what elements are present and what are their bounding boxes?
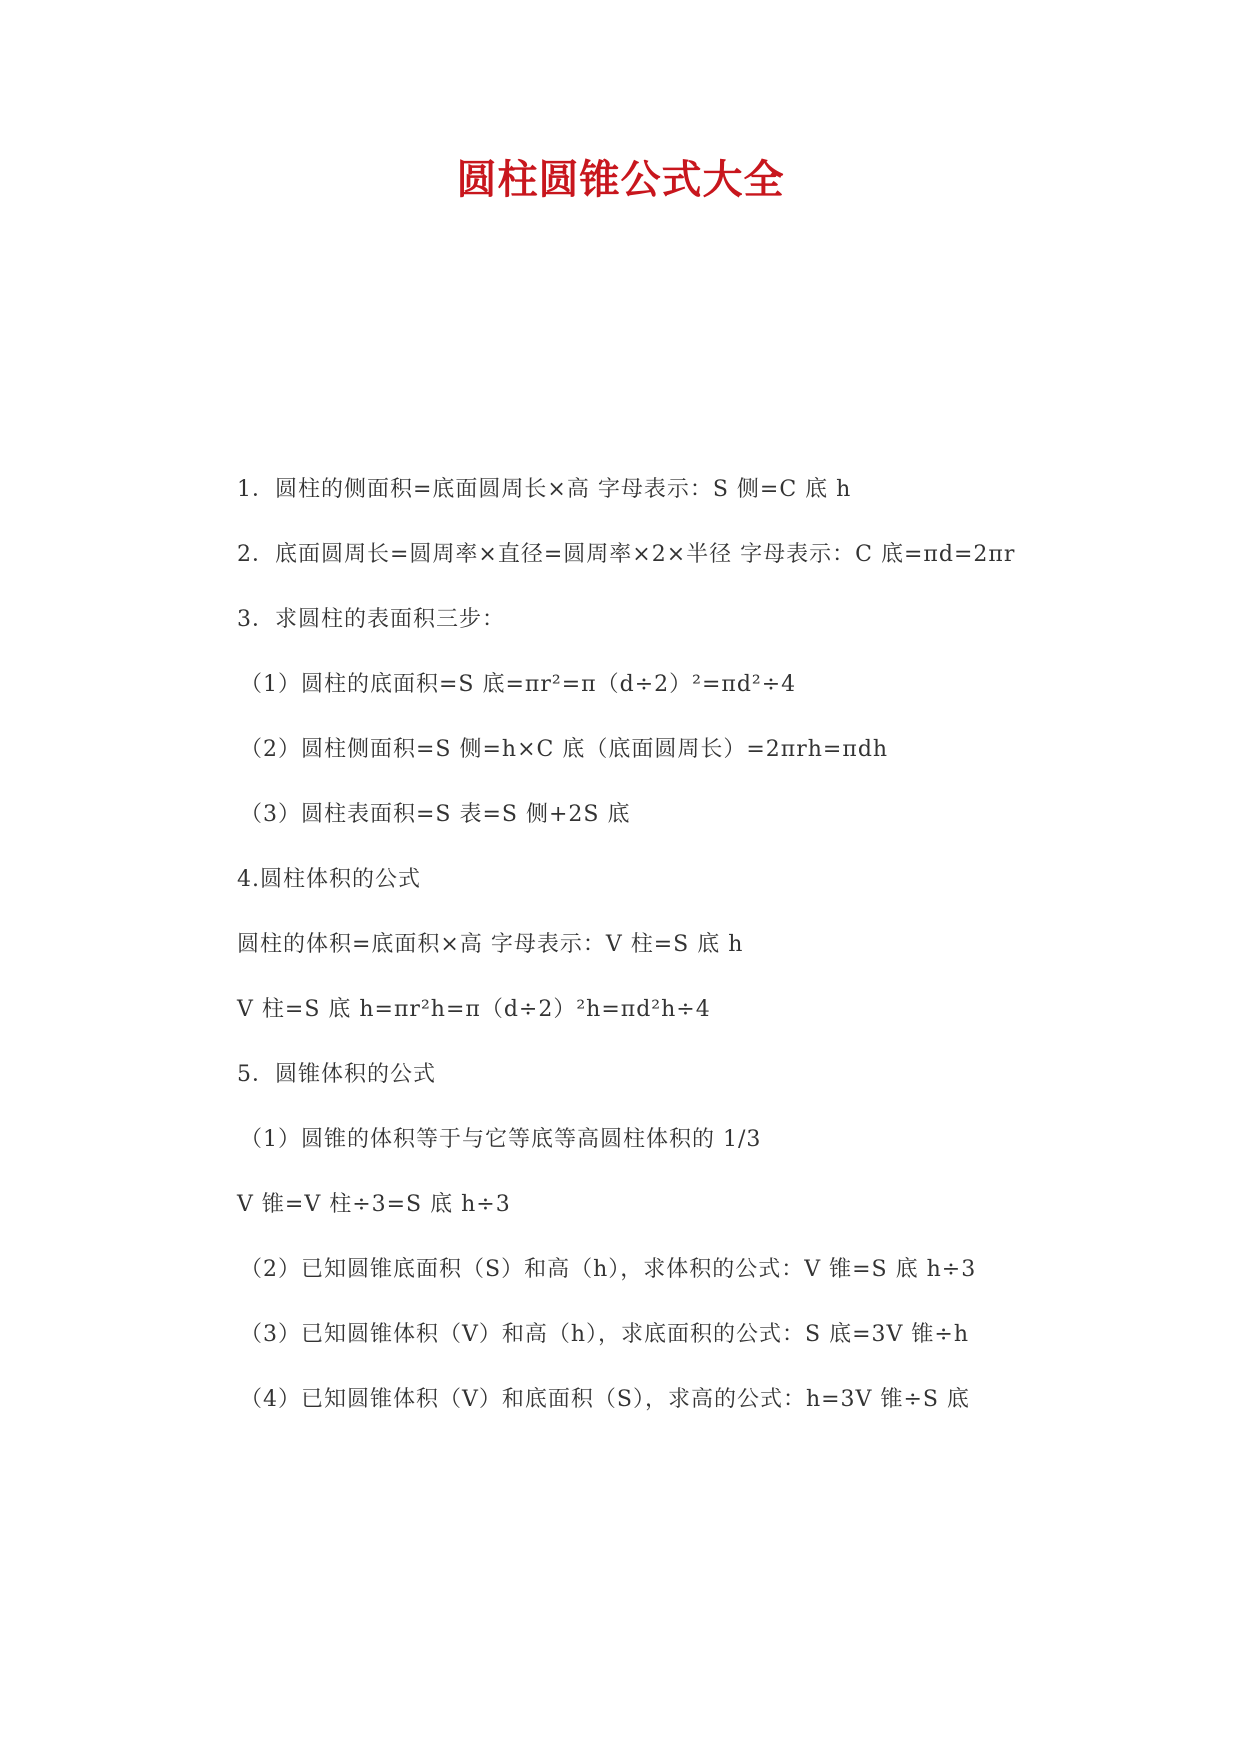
formula-line-14: （3）已知圆锥体积（V）和高（h），求底面积的公式：S 底=3V 锥÷h <box>240 1322 970 1347</box>
page-title: 圆柱圆锥公式大全 <box>456 157 785 203</box>
formula-line-13: （2）已知圆锥底面积（S）和高（h），求体积的公式：V 锥=S 底 h÷3 <box>240 1257 977 1282</box>
formula-line-6: （3）圆柱表面积=S 表=S 侧+2S 底 <box>240 802 631 827</box>
formula-line-7: 4.圆柱体积的公式 <box>237 867 421 892</box>
formula-line-9: V 柱=S 底 h=πr²h=π（d÷2）²h=πd²h÷4 <box>237 997 711 1022</box>
formula-line-11: （1）圆锥的体积等于与它等底等高圆柱体积的 1/3 <box>240 1127 762 1152</box>
formula-line-5: （2）圆柱侧面积=S 侧=h×C 底（底面圆周长）=2πrh=πdh <box>240 737 889 762</box>
formula-line-4: （1）圆柱的底面积=S 底=πr²=π（d÷2）²=πd²÷4 <box>240 672 797 697</box>
formula-line-2: 2．底面圆周长=圆周率×直径=圆周率×2×半径 字母表示：C 底=πd=2πr <box>237 542 1016 567</box>
formula-line-12: V 锥=V 柱÷3=S 底 h÷3 <box>237 1192 511 1217</box>
formula-line-10: 5．圆锥体积的公式 <box>237 1062 436 1087</box>
formula-line-1: 1．圆柱的侧面积=底面圆周长×高 字母表示：S 侧=C 底 h <box>237 477 852 502</box>
formula-line-8: 圆柱的体积=底面积×高 字母表示：V 柱=S 底 h <box>237 932 744 957</box>
formula-line-15: （4）已知圆锥体积（V）和底面积（S），求高的公式：h=3V 锥÷S 底 <box>240 1387 970 1412</box>
formula-line-3: 3．求圆柱的表面积三步： <box>237 607 505 632</box>
